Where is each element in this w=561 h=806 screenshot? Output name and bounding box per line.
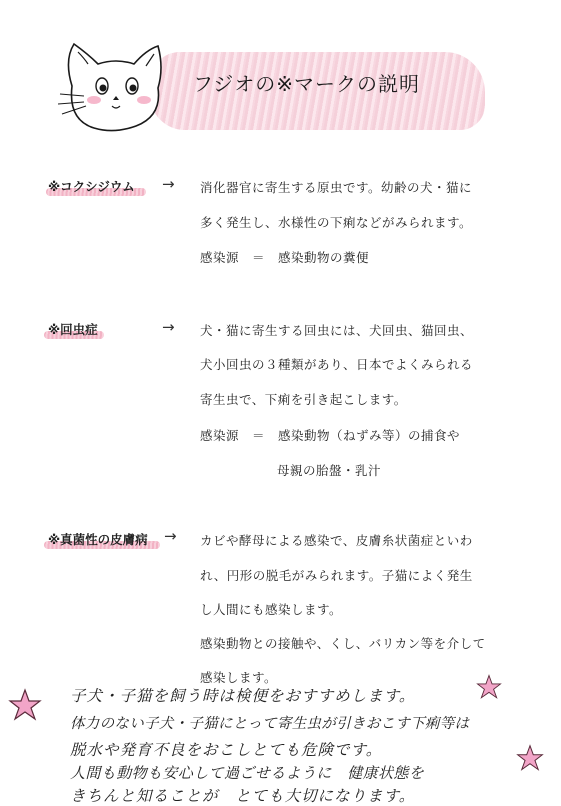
section-line: 犬小回虫の３種類があり、日本でよくみられる bbox=[200, 357, 474, 372]
arrow-icon: → bbox=[162, 318, 175, 336]
cat-face-icon bbox=[58, 38, 173, 138]
star-icon bbox=[476, 674, 502, 700]
note-line: 人間も動物も安心して過ごせるように 健康状態を bbox=[70, 764, 425, 782]
section-line: 犬・猫に寄生する回虫には、犬回虫、猫回虫、 bbox=[200, 323, 474, 338]
arrow-icon: → bbox=[164, 527, 177, 545]
note-line: 子犬・子猫を飼う時は検便をおすすめします。 bbox=[70, 687, 416, 705]
section-line: 消化器官に寄生する原虫です。幼齢の犬・猫に bbox=[200, 180, 473, 195]
section-line: 感染源 ＝ 感染動物の糞便 bbox=[200, 250, 370, 265]
section-line: 母親の胎盤・乳汁 bbox=[277, 463, 382, 478]
section-line: カビや酵母による感染で、皮膚糸状菌症といわ bbox=[200, 533, 473, 548]
star-icon bbox=[516, 744, 544, 772]
note-line: 脱水や発育不良をおこしとても危険です。 bbox=[70, 741, 383, 759]
term-coccidium: ※コクシジウム bbox=[48, 179, 135, 194]
arrow-icon: → bbox=[162, 175, 175, 193]
note-line: 体力のない子犬・子猫にとって寄生虫が引きおこす下痢等は bbox=[70, 716, 470, 732]
term-fungal-skin-disease: ※真菌性の皮膚病 bbox=[48, 532, 148, 547]
section-line: れ、円形の脱毛がみられます。子猫によく発生 bbox=[200, 568, 473, 583]
section-line: 多く発生し、水様性の下痢などがみられます。 bbox=[200, 215, 473, 230]
section-line: し人間にも感染します。 bbox=[200, 602, 343, 617]
page-title: フジオの※マークの説明 bbox=[193, 72, 420, 96]
term-roundworm: ※回虫症 bbox=[48, 322, 98, 337]
section-line: 感染動物との接触や、くし、バリカン等を介して bbox=[200, 636, 486, 651]
section-line: 寄生虫で、下痢を引き起こします。 bbox=[200, 392, 407, 407]
star-icon bbox=[8, 688, 42, 722]
section-line: 感染源 ＝ 感染動物（ねずみ等）の捕食や bbox=[200, 428, 461, 443]
note-line: きちんと知ることが とても大切になります。 bbox=[70, 787, 416, 805]
section-line: 感染します。 bbox=[200, 670, 278, 685]
